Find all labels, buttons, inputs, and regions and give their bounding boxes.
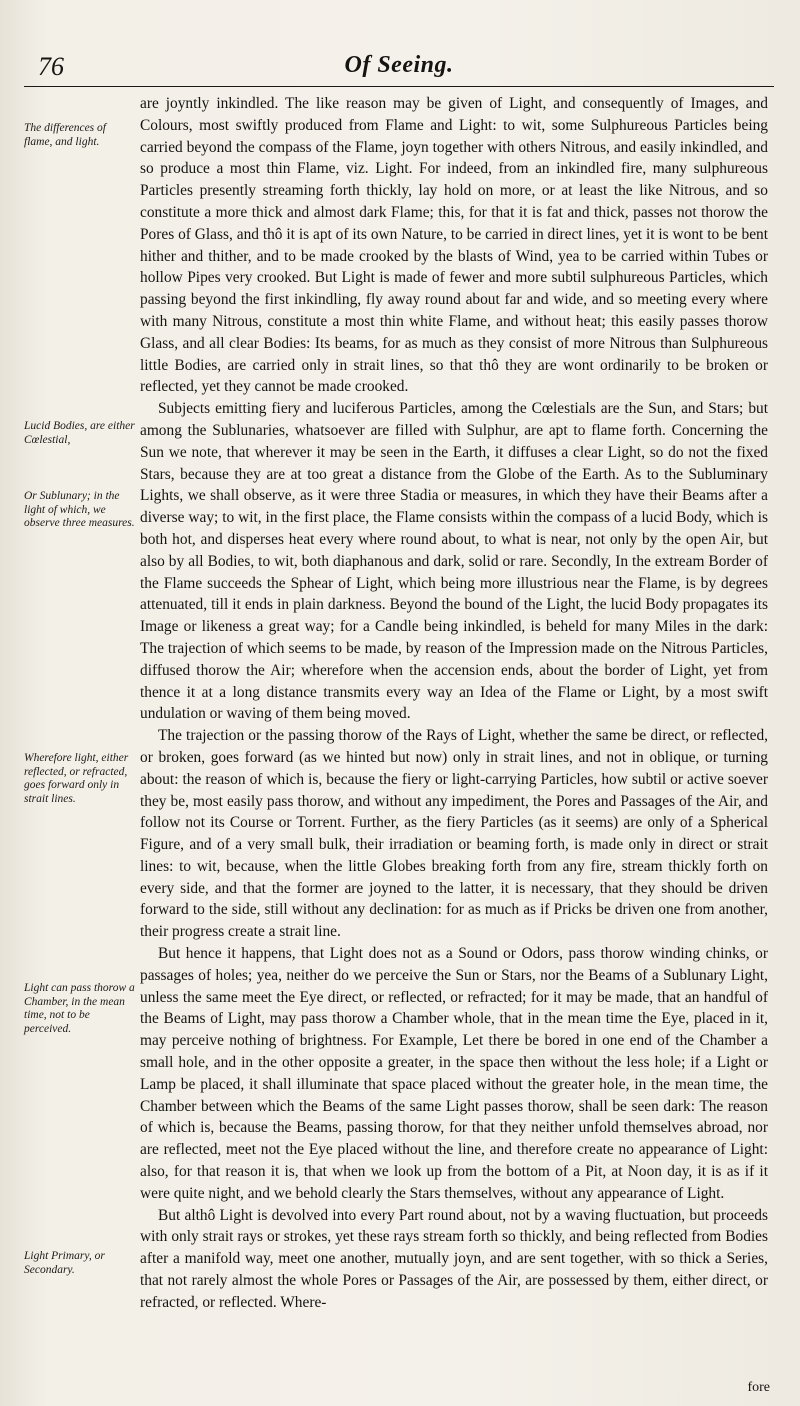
running-title: Of Seeing.: [344, 52, 454, 78]
paragraph: But hence it happens, that Light does not as a Sound or Odors, pass thorow winding chinks, or passages of holes; yea, neither do we perceive the Sun or Stars, nor the Beams of a Sublunary Light, unless the same meet the Eye direct, or reflected, or refracted; for it may be made, that an handful of the Beams of Light, may pass thorow a Chamber whole, that in the mean time the Eye, placed in it, may perceive nothing of brightness. For Example, Let there be bored in one end of the Chamber a small hole, and in the other opposite a greater, in the space then without the less hole; if a Light or Lamp be placed, it shall illuminate that space placed without the greater hole, in the mean time, the Chamber between which the Beams of the same Light passes thorow, shall be seen dark: The reason of which is, because the Beams, passing thorow, for that they neither unfold themselves abroad, nor are reflected, meet not the Eye placed without the line, and therefore create no appearance of Light: also, for that reason it is, that when we look up from the bottom of a Pit, at Noon day, it is as if it were quite night, and we behold clearly the Stars themselves, without any appearance of Light.: [140, 945, 768, 1202]
margin-note: Lucid Bodies, are either Cœlestial,: [24, 420, 135, 446]
margin-note: Light can pass thorow a Chamber, in the mean time, not to be perceived.: [24, 982, 135, 1035]
page-number: 76: [38, 52, 64, 81]
paragraph: Subjects emitting fiery and luciferous Particles, among the Cœlestials are the Sun, and Stars; but among the Sublunaries, whatsoever are filled with Sulphur, are apt to flame forth. Concerning the Sun we note, that wherever it may be seen in the Earth, it diffuses a clear Light, so do not the fixed Stars, because they are at too great a distance from the Globe of the Earth. As to the Subluminary Lights, we shall observe, as it were three Stadia or measures, in which they have their Beams after a diverse way; to wit, in the first place, the Flame consists within the compass of a lucid Body, which is both hot, and disperses heat every where round about, to what is near, not only by the open Air, but also by all Bodies, to wit, both diaphanous and dark, solid or rare. Secondly, In the extream Border of the Flame succeeds the Sphear of Light, which being more illustrious near the Flame, is by degrees attenuated, till it ends in plain darkness. Beyond the bound of the Light, the lucid Body propagates its Image or likeness a great way; for a Candle being inkindled, is beheld for many Miles in the dark: The trajection of which seems to be made, by reason of the Impression made on the Nitrous Particles, diffused thorow the Air; wherefore when the accension ends, about the border of Light, yet from thence it at a long distance transmits every way an Idea of the Flame or Light, by a most swift undulation or waving of them being moved.: [140, 400, 768, 723]
paragraph: The trajection or the passing thorow of the Rays of Light, whether the same be direct, or reflected, or broken, goes forward (as we hinted but now) only in strait lines, and not in oblique, or turning about: the reason of which is, because the fiery or light-carrying Particles, how subtil or active soever they be, most easily pass thorow, and without any impediment, the Pores and Passages of the Air, and follow not its Course or Torrent. Further, as the fiery Particles (as it seems) are only of a Spherical Figure, and of a very small bulk, their irradiation or beaming forth, is made only in direct or strait lines: to wit, because, when the little Globes breaking forth from any fire, stream thickly forth on every side, and that the former are joyned to the latter, it is necessary, that they should be driven forward to the side, still without any declination: for as much as if Pricks be driven one from another, their progress create a strait line.: [140, 727, 768, 941]
margin-notes: [0, 0, 138, 1406]
paragraph: But althô Light is devolved into every Part round about, not by a waving fluctuation, but proceeds with only strait rays or strokes, yet these rays stream forth so thickly, and being reflected from Bodies after a manifold way, meet one another, mutually joyn, and are sent together, with so thick a Series, that not rarely almost the whole Pores or Passages of the Air, are possessed by them, either direct, or refracted, or reflected. Where-: [140, 1206, 768, 1311]
paragraph: are joyntly inkindled. The like reason may be given of Light, and consequently of Images, and Colours, most swiftly produced from Flame and Light: to wit, some Sulphureous Particles being carried beyond the compass of the Flame, joyn together with others Nitrous, and easily inkindled, and so produce a most thin Flame, viz. Light. For indeed, from an inkindled fire, many sulphureous Particles presently streaming forth thickly, lay hold on more, or at least the like Nitrous, and so constitute a more thick and almost dark Flame; this, for that it is fat and thick, passes not thorow the Pores of Glass, and thô it is apt of its own Nature, to be carried in direct lines, yet it is wont to be bent hither and thither, and to be made crooked by the blasts of Wind, yea to be carried within Tubes or hollow Pipes very crooked. But Light is made of fewer and more subtil sulphureous Particles, which passing beyond the first inkindling, fly away round about far and wide, and so meeting every where with many Nitrous, constitute a most thin white Flame, and without heat; this easily passes thorow Glass, and all clear Bodies: Its beams, for as much as they consist of more Nitrous than Sulphureous little Bodies, are carried only in strait lines, so that thô they are wont ordinarily to be broken or reflected, yet they cannot be made crooked.: [140, 95, 768, 396]
main-text: [140, 93, 768, 1314]
margin-note: Wherefore light, either reflected, or refracted, goes forward only in strait lines.: [24, 752, 129, 805]
margin-note: Light Primary, or Secondary.: [24, 1250, 105, 1276]
catchword: fore: [747, 1380, 770, 1395]
margin-note: The differences of flame, and light.: [24, 122, 106, 148]
margin-note: Or Sublunary; in the light of which, we observe three measures.: [24, 490, 135, 529]
